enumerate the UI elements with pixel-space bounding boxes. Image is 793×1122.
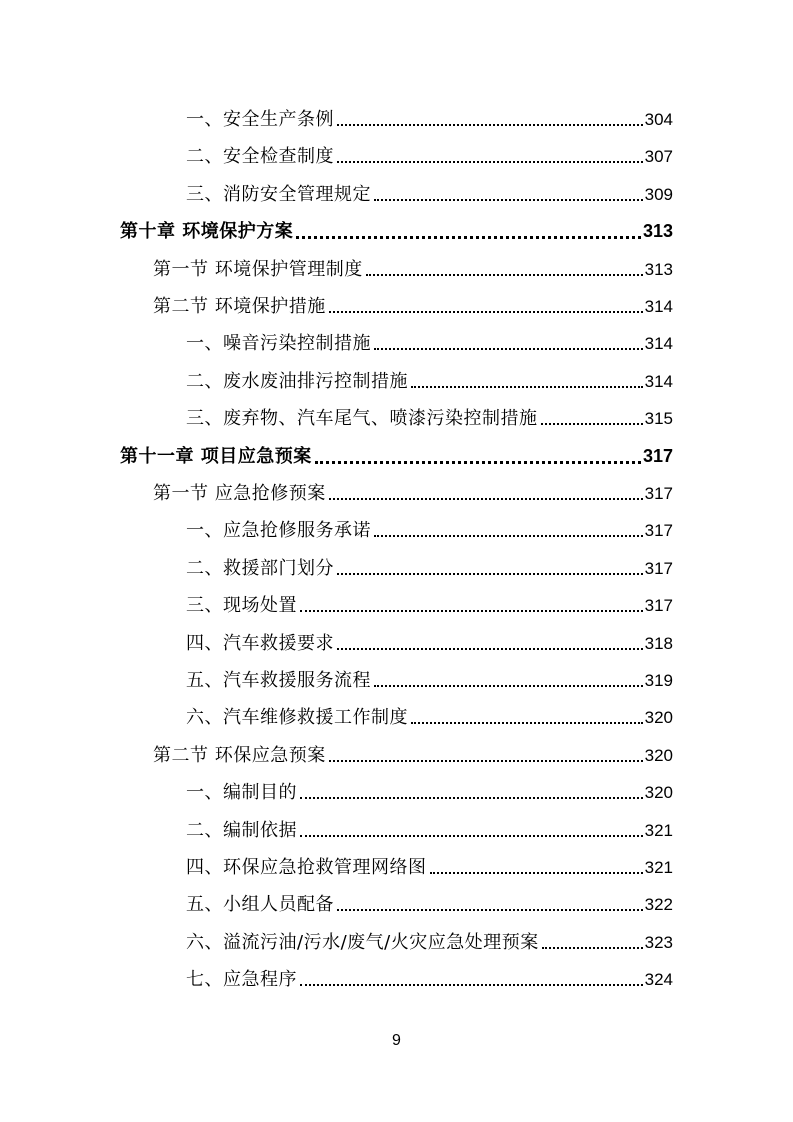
toc-entry-page-number: 314 — [644, 297, 673, 316]
toc-entry-title: 三、废弃物、汽车尾气、喷漆污染控制措施 — [186, 408, 538, 429]
toc-entry-title: 第一节 环境保护管理制度 — [153, 259, 363, 280]
toc-entry-title: 三、消防安全管理规定 — [186, 184, 371, 205]
toc-entry-title: 第二节 环保应急预案 — [153, 745, 326, 766]
dot-leader — [337, 550, 643, 587]
toc-entry-page-number: 320 — [644, 783, 673, 802]
toc-entry-title: 二、废水废油排污控制措施 — [186, 371, 408, 392]
toc-entry-title: 第一节 应急抢修预案 — [153, 483, 326, 504]
dot-leader — [541, 400, 643, 437]
toc-entry-page-number: 317 — [644, 521, 673, 540]
toc-entry-page-number: 317 — [642, 446, 673, 466]
toc-entry-title: 一、噪音污染控制措施 — [186, 333, 371, 354]
dot-leader — [329, 288, 643, 325]
toc-item-entry[interactable] — [186, 400, 673, 437]
toc-entry-title: 二、安全检查制度 — [186, 146, 334, 167]
toc-entry-page-number: 322 — [644, 895, 673, 914]
toc-entry-page-number: 323 — [644, 933, 673, 952]
toc-item-entry[interactable] — [186, 176, 673, 213]
toc-entry-title: 七、应急程序 — [186, 969, 297, 990]
dot-leader — [300, 774, 643, 811]
dot-leader — [337, 886, 643, 923]
toc-entry-title: 五、小组人员配备 — [186, 894, 334, 915]
toc-item-entry[interactable] — [186, 550, 673, 587]
toc-entry-title: 一、应急抢修服务承诺 — [186, 520, 371, 541]
toc-entry-page-number: 321 — [644, 858, 673, 877]
toc-section-entry[interactable] — [153, 475, 673, 512]
toc-entry-page-number: 320 — [644, 708, 673, 727]
toc-item-entry[interactable] — [186, 363, 673, 400]
toc-entry-page-number: 304 — [644, 110, 673, 129]
toc-entry-page-number: 309 — [644, 185, 673, 204]
toc-item-entry[interactable] — [186, 325, 673, 362]
toc-entry-title: 第二节 环境保护措施 — [153, 296, 326, 317]
toc-entry-title: 第十一章 项目应急预案 — [120, 446, 312, 467]
dot-leader — [374, 176, 643, 213]
toc-section-entry[interactable] — [153, 737, 673, 774]
toc-item-entry[interactable] — [186, 924, 673, 961]
dot-leader — [337, 101, 643, 138]
toc-entry-page-number: 313 — [644, 260, 673, 279]
toc-section-entry[interactable] — [153, 288, 673, 325]
toc-entry-page-number: 313 — [642, 221, 673, 241]
toc-entry-title: 六、汽车维修救援工作制度 — [186, 707, 408, 728]
dot-leader — [329, 475, 643, 512]
dot-leader — [411, 363, 643, 400]
toc-entry-page-number: 317 — [644, 559, 673, 578]
toc-item-entry[interactable] — [186, 587, 673, 624]
dot-leader — [374, 512, 643, 549]
toc-entry-title: 三、现场处置 — [186, 595, 297, 616]
toc-entry-page-number: 314 — [644, 334, 673, 353]
toc-entry-page-number: 315 — [644, 409, 673, 428]
dot-leader — [366, 251, 643, 288]
toc-chapter-entry[interactable] — [120, 213, 673, 250]
dot-leader — [300, 812, 643, 849]
toc-entry-title: 四、汽车救援要求 — [186, 633, 334, 654]
dot-leader — [430, 849, 643, 886]
page-number: 9 — [392, 1032, 401, 1049]
toc-entry-title: 四、环保应急抢救管理网络图 — [186, 857, 427, 878]
dot-leader — [300, 587, 643, 624]
toc-entry-title: 二、编制依据 — [186, 820, 297, 841]
toc-item-entry[interactable] — [186, 512, 673, 549]
dot-leader — [337, 625, 643, 662]
toc-item-entry[interactable] — [186, 625, 673, 662]
toc-item-entry[interactable] — [186, 699, 673, 736]
toc-chapter-entry[interactable] — [120, 438, 673, 475]
toc-entry-page-number: 317 — [644, 596, 673, 615]
toc-entry-title: 一、编制目的 — [186, 782, 297, 803]
toc-item-entry[interactable] — [186, 886, 673, 923]
toc-item-entry[interactable] — [186, 101, 673, 138]
toc-item-entry[interactable] — [186, 774, 673, 811]
toc-entry-title: 二、救援部门划分 — [186, 558, 334, 579]
toc-entry-page-number: 307 — [644, 147, 673, 166]
toc-entry-title: 五、汽车救援服务流程 — [186, 670, 371, 691]
toc-entry-page-number: 321 — [644, 821, 673, 840]
toc-entry-page-number: 319 — [644, 671, 673, 690]
toc-entry-title: 第十章 环境保护方案 — [120, 221, 294, 242]
toc-entry-page-number: 314 — [644, 372, 673, 391]
toc-entry-page-number: 317 — [644, 484, 673, 503]
toc-item-entry[interactable] — [186, 662, 673, 699]
dot-leader — [315, 438, 641, 475]
dot-leader — [296, 213, 641, 250]
toc-section-entry[interactable] — [153, 251, 673, 288]
dot-leader — [329, 737, 643, 774]
toc-entry-title: 一、安全生产条例 — [186, 109, 334, 130]
dot-leader — [542, 924, 643, 961]
toc-item-entry[interactable] — [186, 961, 673, 998]
dot-leader — [411, 699, 643, 736]
toc-entry-page-number: 320 — [644, 746, 673, 765]
dot-leader — [374, 662, 643, 699]
dot-leader — [337, 138, 643, 175]
toc-item-entry[interactable] — [186, 849, 673, 886]
toc-item-entry[interactable] — [186, 812, 673, 849]
dot-leader — [300, 961, 643, 998]
toc-entry-page-number: 324 — [644, 970, 673, 989]
toc-entry-title: 六、溢流污油/污水/废气/火灾应急处理预案 — [186, 932, 539, 953]
toc-entry-page-number: 318 — [644, 634, 673, 653]
dot-leader — [374, 325, 643, 362]
toc-item-entry[interactable] — [186, 138, 673, 175]
